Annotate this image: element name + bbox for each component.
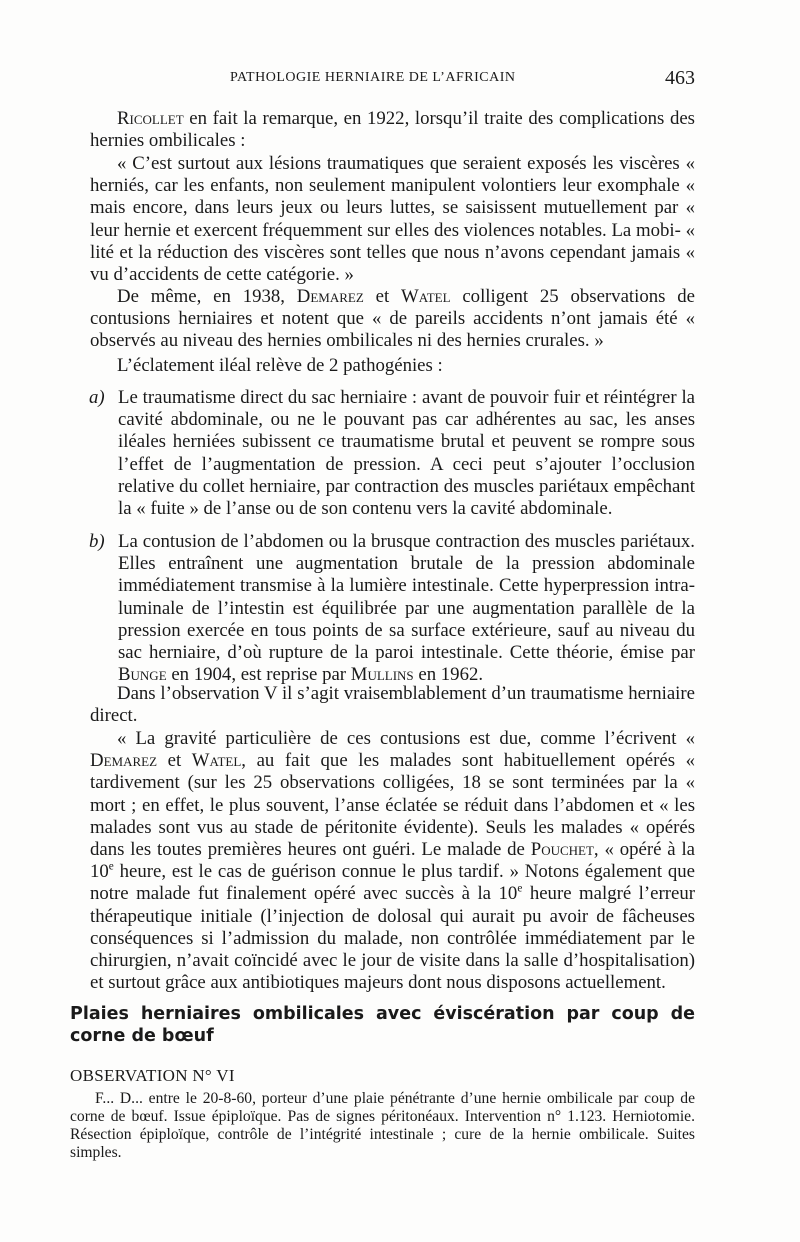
item-label: a) — [89, 387, 105, 408]
paragraph-text: et — [363, 286, 402, 307]
author-name: Ricollet — [117, 108, 184, 129]
paragraph-text: , au fait que les malades sont habituellement opérés « tardivement (sur les 25 observations colligées, 18 se sont terminées par la « mort ; en effet, le plus souvent, l’anse éclatée se réduit dans l’abdomen et « les malades sont vus au stade de péritonite évidente). Seuls les malades « opérés dans les toutes premières heures ont guéri. Le malade de — [90, 750, 695, 861]
paragraph-ricollet — [90, 108, 695, 152]
paragraph-text: en fait la remarque, en 1922, lorsqu’il traite des complications des hernies ombilicales : — [90, 108, 695, 152]
paragraph-observation-v — [90, 683, 695, 727]
item-text: en 1904, est reprise par — [166, 664, 351, 686]
superscript: e — [108, 860, 114, 873]
item-text: en 1962. — [413, 664, 484, 686]
paragraph-text: « La gravité particulière de ces contusions est due, comme l’écrivent « — [117, 728, 695, 749]
item-text: Le traumatisme direct du sac herniaire : avant de pouvoir fuir et réintégrer la cavité abdominale, ou ne le pouvant pas car adhérentes au sac, les anses iléales herniées subissent ce traumatisme brutal et peuvent se rompre sous l’effet de l’augmentation de pression. A ceci peut s’ajouter l’occlusion relative du collet herniaire, par contraction des muscles pariétaux empêchant la « fuite » de l’anse ou de son contenu vers la cavité abdominale. — [118, 387, 695, 520]
page-number: 463 — [665, 67, 695, 89]
author-name: Pouchet — [530, 839, 594, 861]
list-item-a — [89, 387, 695, 520]
author-name: Watel — [401, 286, 451, 307]
author-name: Mullins — [350, 664, 414, 686]
paragraph-text: heure, est le cas de guérison connue le plus tardif. » Notons également que notre malade fut finalement opéré avec succès à la 10 — [90, 861, 695, 905]
paragraph-text: , « opéré à la 10 — [90, 839, 695, 883]
paragraph-gravite — [90, 728, 695, 994]
paragraph-demarez-watel — [90, 286, 695, 353]
paragraph-text: heure malgré l’erreur thérapeutique initiale (l’injection de dolosal qui aurait pu avoir de fâcheuses conséquences si l’admission du malade, non contrôlée immédiatement par le chirurgien, n’avait coïncidé avec le jour de visite dans la salle d’hospitalisation) et surtout grâce aux antibiotiques majeurs dont nous disposons actuellement. — [90, 883, 695, 994]
paragraph-text: De même, en 1938, — [117, 286, 297, 307]
observation-body: F... D... entre le 20-8-60, porteur d’une plaie pénétrante d’une hernie ombilicale par coup de corne de bœuf. Issue épiploïque. Pas de signes péritonéaux. Intervention n° 1.123. Herniotomie. Résection épiploïque, contrôle de l’intégrité intestinale ; cure de la hernie ombilicale. Suites simples. — [70, 1090, 695, 1161]
author-name: Watel — [191, 750, 242, 772]
paragraph-text: Dans l’observation V il s’agit vraisemblablement d’un traumatisme herniaire direct. — [90, 683, 695, 727]
quote-ricollet — [90, 153, 695, 286]
paragraph-pathogenies — [90, 355, 695, 377]
paragraph-text: colligent 25 observations de contusions herniaires et notent que « de pareils accidents n’ont jamais été « observés au niveau des hernies ombilicales ni des hernies crurales. » — [90, 286, 695, 352]
author-name: Demarez — [90, 750, 158, 772]
running-head: PATHOLOGIE HERNIAIRE DE L’AFRICAIN — [230, 70, 516, 85]
list-item-b — [89, 531, 695, 686]
superscript: e — [517, 883, 523, 896]
observation-text — [70, 1090, 695, 1162]
item-label: b) — [89, 531, 105, 552]
author-name: Bunge — [118, 664, 167, 686]
quote-text: « C’est surtout aux lésions traumatiques que seraient exposés les viscères « herniés, car les enfants, non seulement manipulent volontiers leur exomphale « mais encore, dans leurs jeux ou leurs luttes, se saisissent mutuellement par « leur hernie et exercent fréquemment sur elles des violences notables. La mobi- « lité et la réduction des viscères sont telles que nous n’avons cependant jamais « vu d’accidents de cette catégorie. » — [90, 153, 695, 286]
paragraph-text: et — [157, 750, 192, 772]
author-name: Demarez — [296, 286, 364, 307]
section-heading: Plaies herniaires ombilicales avec éviscération par coup de corne de bœuf — [70, 1004, 695, 1046]
item-text: La contusion de l’abdomen ou la brusque contraction des muscles pariétaux. Elles entraînent une augmentation brutale de la pression abdominale immédiatement transmise à la lumière intestinale. Cette hyperpression intra-luminale de l’intestin est équilibrée par une augmentation parallèle de la pression exercée en tous points de sa surface extérieure, sauf au niveau du sac herniaire, d’où rupture de la paroi intestinale. Cette théorie, émise par — [118, 531, 695, 664]
paragraph-text: L’éclatement iléal relève de 2 pathogénies : — [117, 355, 443, 376]
observation-title: OBSERVATION N° VI — [70, 1066, 235, 1085]
